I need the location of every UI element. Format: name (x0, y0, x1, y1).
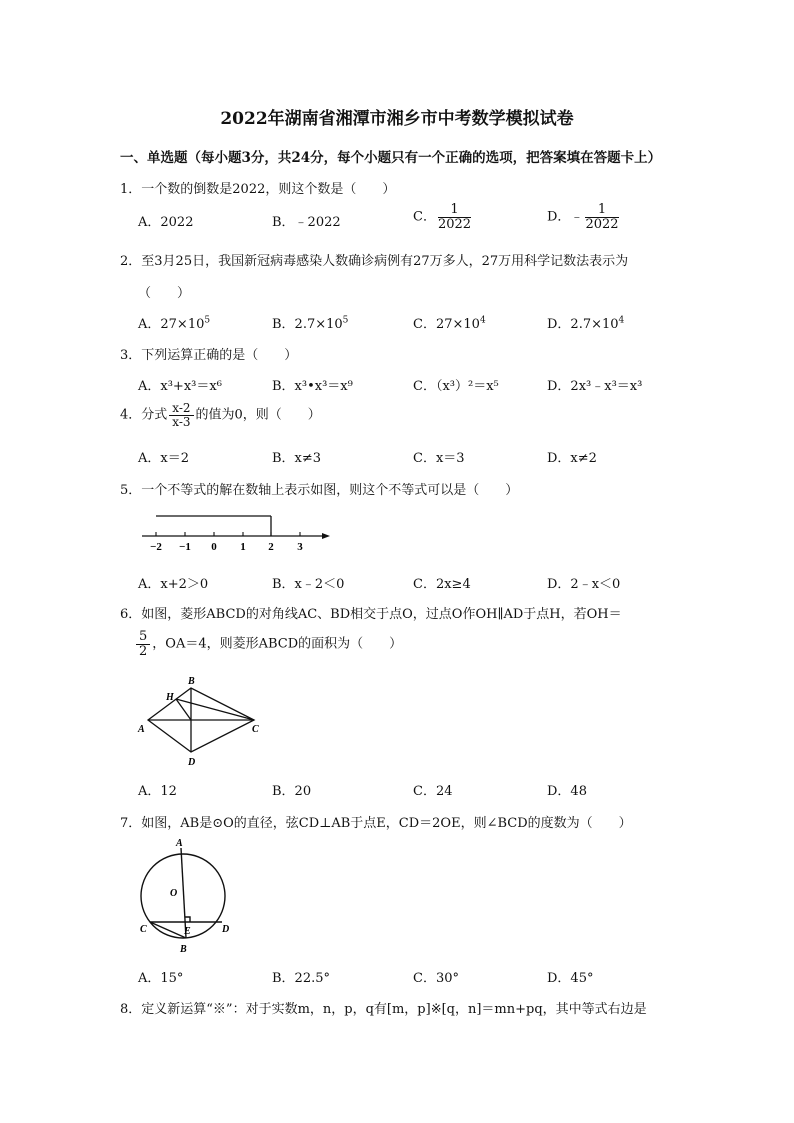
q1-c-numerator: 1 (438, 203, 471, 218)
q7-label-o: O (170, 888, 178, 899)
q4-option-b[interactable]: B．x≠3 (272, 451, 322, 466)
q7-label-d: D (222, 924, 230, 935)
question-3-stem: 3．下列运算正确的是（ ） (120, 348, 298, 363)
q6-stem-rest: ，OA＝4，则菱形ABCD的面积为（ ） (152, 636, 403, 652)
q1-option-d-prefix: D．﹣ (547, 209, 584, 225)
q2-c-exponent: 4 (479, 315, 486, 326)
q5-option-b[interactable]: B．x﹣2＜0 (272, 577, 345, 592)
q6-label-d: D (188, 757, 196, 768)
q2-option-b[interactable] (272, 313, 348, 332)
q5-option-c[interactable]: C．2x≥4 (413, 577, 471, 592)
q7-option-c[interactable]: C．30° (413, 971, 459, 986)
q5-tick-label: 0 (211, 541, 217, 553)
q4-option-d[interactable]: D．x≠2 (547, 451, 597, 466)
q2-d-exponent: 4 (618, 315, 625, 326)
q5-tick-label: 2 (268, 541, 274, 553)
q3-option-b[interactable]: B．x³•x³＝x⁹ (272, 379, 353, 394)
q6-fraction (136, 630, 150, 658)
q7-label-b: B (180, 944, 187, 955)
q7-option-d[interactable]: D．45° (547, 971, 594, 986)
q1-option-b[interactable]: B．﹣2022 (272, 215, 341, 230)
question-6-stem-line1: 6．如图，菱形ABCD的对角线AC、BD相交于点O，过点O作OH∥AD于点H，若OH＝ (120, 607, 622, 622)
q2-b-base: B．2.7×10 (272, 317, 343, 332)
q1-option-c[interactable] (413, 203, 473, 231)
q3-option-d[interactable]: D．2x³﹣x³＝x³ (547, 379, 643, 394)
q5-tick-label: −1 (179, 541, 191, 553)
q2-a-exponent: 5 (204, 315, 211, 326)
q5-tick-label: 3 (297, 541, 303, 553)
q1-option-a[interactable]: A．2022 (138, 215, 194, 230)
q2-d-base: D．2.7×10 (547, 317, 619, 332)
q2-b-exponent: 5 (342, 315, 349, 326)
q7-option-a[interactable]: A．15° (138, 971, 184, 986)
q3-option-c[interactable]: C．（x³）²＝x⁵ (413, 379, 499, 394)
q4-fraction (169, 402, 193, 428)
q4-stem-post: 的值为0，则（ ） (195, 407, 321, 423)
q6-denominator: 2 (139, 643, 148, 659)
q2-a-base: A．27×10 (138, 317, 205, 332)
q2-c-base: C．27×10 (413, 317, 480, 332)
q1-option-d-fraction (585, 203, 618, 231)
q5-axis-arrow (322, 533, 330, 539)
q6-option-d[interactable]: D．48 (547, 784, 587, 799)
q6-segment-hc (176, 699, 254, 720)
question-1-stem: 1．一个数的倒数是2022，则这个数是（ ） (120, 182, 396, 197)
q2-option-c[interactable] (413, 313, 486, 332)
q1-d-denominator: 2022 (585, 216, 619, 232)
q5-tick-label: 1 (240, 541, 246, 553)
q6-label-b: B (188, 676, 195, 687)
q4-numerator: x-2 (169, 402, 193, 416)
q6-option-a[interactable]: A．12 (138, 784, 177, 799)
q1-option-d[interactable] (547, 203, 621, 231)
q7-label-c: C (140, 924, 147, 935)
q6-option-c[interactable]: C．24 (413, 784, 453, 799)
q2-option-a[interactable] (138, 313, 210, 332)
q6-label-h: H (166, 692, 174, 703)
q4-option-c[interactable]: C．x＝3 (413, 451, 465, 466)
question-6-stem-line2 (134, 630, 402, 658)
question-2-stem-cont: （ ） (138, 286, 191, 301)
question-8-stem: 8．定义新运算“※”：对于实数m，n，p，q有[m，p]※[q，n]＝mn+pq，其中等式右边是 (120, 1002, 647, 1017)
q6-rhombus-figure (136, 672, 266, 772)
q5-number-line-figure (136, 508, 336, 556)
q3-option-a[interactable]: A．x³+x³＝x⁶ (138, 379, 222, 394)
page-title: 2022年湖南省湘潭市湘乡市中考数学模拟试卷 (220, 109, 574, 129)
q1-d-numerator: 1 (585, 203, 618, 218)
q6-label-a: A (138, 724, 145, 735)
q5-option-d[interactable]: D．2﹣x＜0 (547, 577, 621, 592)
q6-label-c: C (252, 724, 259, 735)
q7-option-b[interactable]: B．22.5° (272, 971, 330, 986)
q7-circle-figure (136, 834, 246, 959)
q6-numerator: 5 (136, 630, 150, 645)
question-4-stem (120, 402, 321, 428)
q4-denominator: x-3 (172, 414, 191, 429)
q7-label-a: A (176, 838, 183, 849)
q4-stem-pre: 4．分式 (120, 407, 168, 423)
question-2-stem: 2．至3月25日，我国新冠病毒感染人数确诊病例有27万多人，27万用科学记数法表示为 (120, 254, 629, 269)
q5-option-a[interactable]: A．x+2＞0 (138, 577, 209, 592)
q6-option-b[interactable]: B．20 (272, 784, 312, 799)
q5-tick-label: −2 (150, 541, 162, 553)
q7-diameter-ab (181, 848, 186, 938)
question-5-stem: 5．一个不等式的解在数轴上表示如图，则这个不等式可以是（ ） (120, 483, 519, 498)
section-heading: 一、单选题（每小题3分，共24分，每个小题只有一个正确的选项，把答案填在答题卡上） (120, 150, 662, 166)
q1-option-c-fraction (438, 203, 471, 231)
q1-c-denominator: 2022 (437, 216, 472, 232)
q4-option-a[interactable]: A．x＝2 (138, 451, 189, 466)
q2-option-d[interactable] (547, 313, 624, 332)
q7-label-e: E (184, 926, 191, 937)
q1-option-c-prefix: C． (413, 209, 436, 225)
question-7-stem: 7．如图，AB是⊙O的直径，弦CD⊥AB于点E，CD＝2OE，则∠BCD的度数为（ ） (120, 816, 632, 831)
